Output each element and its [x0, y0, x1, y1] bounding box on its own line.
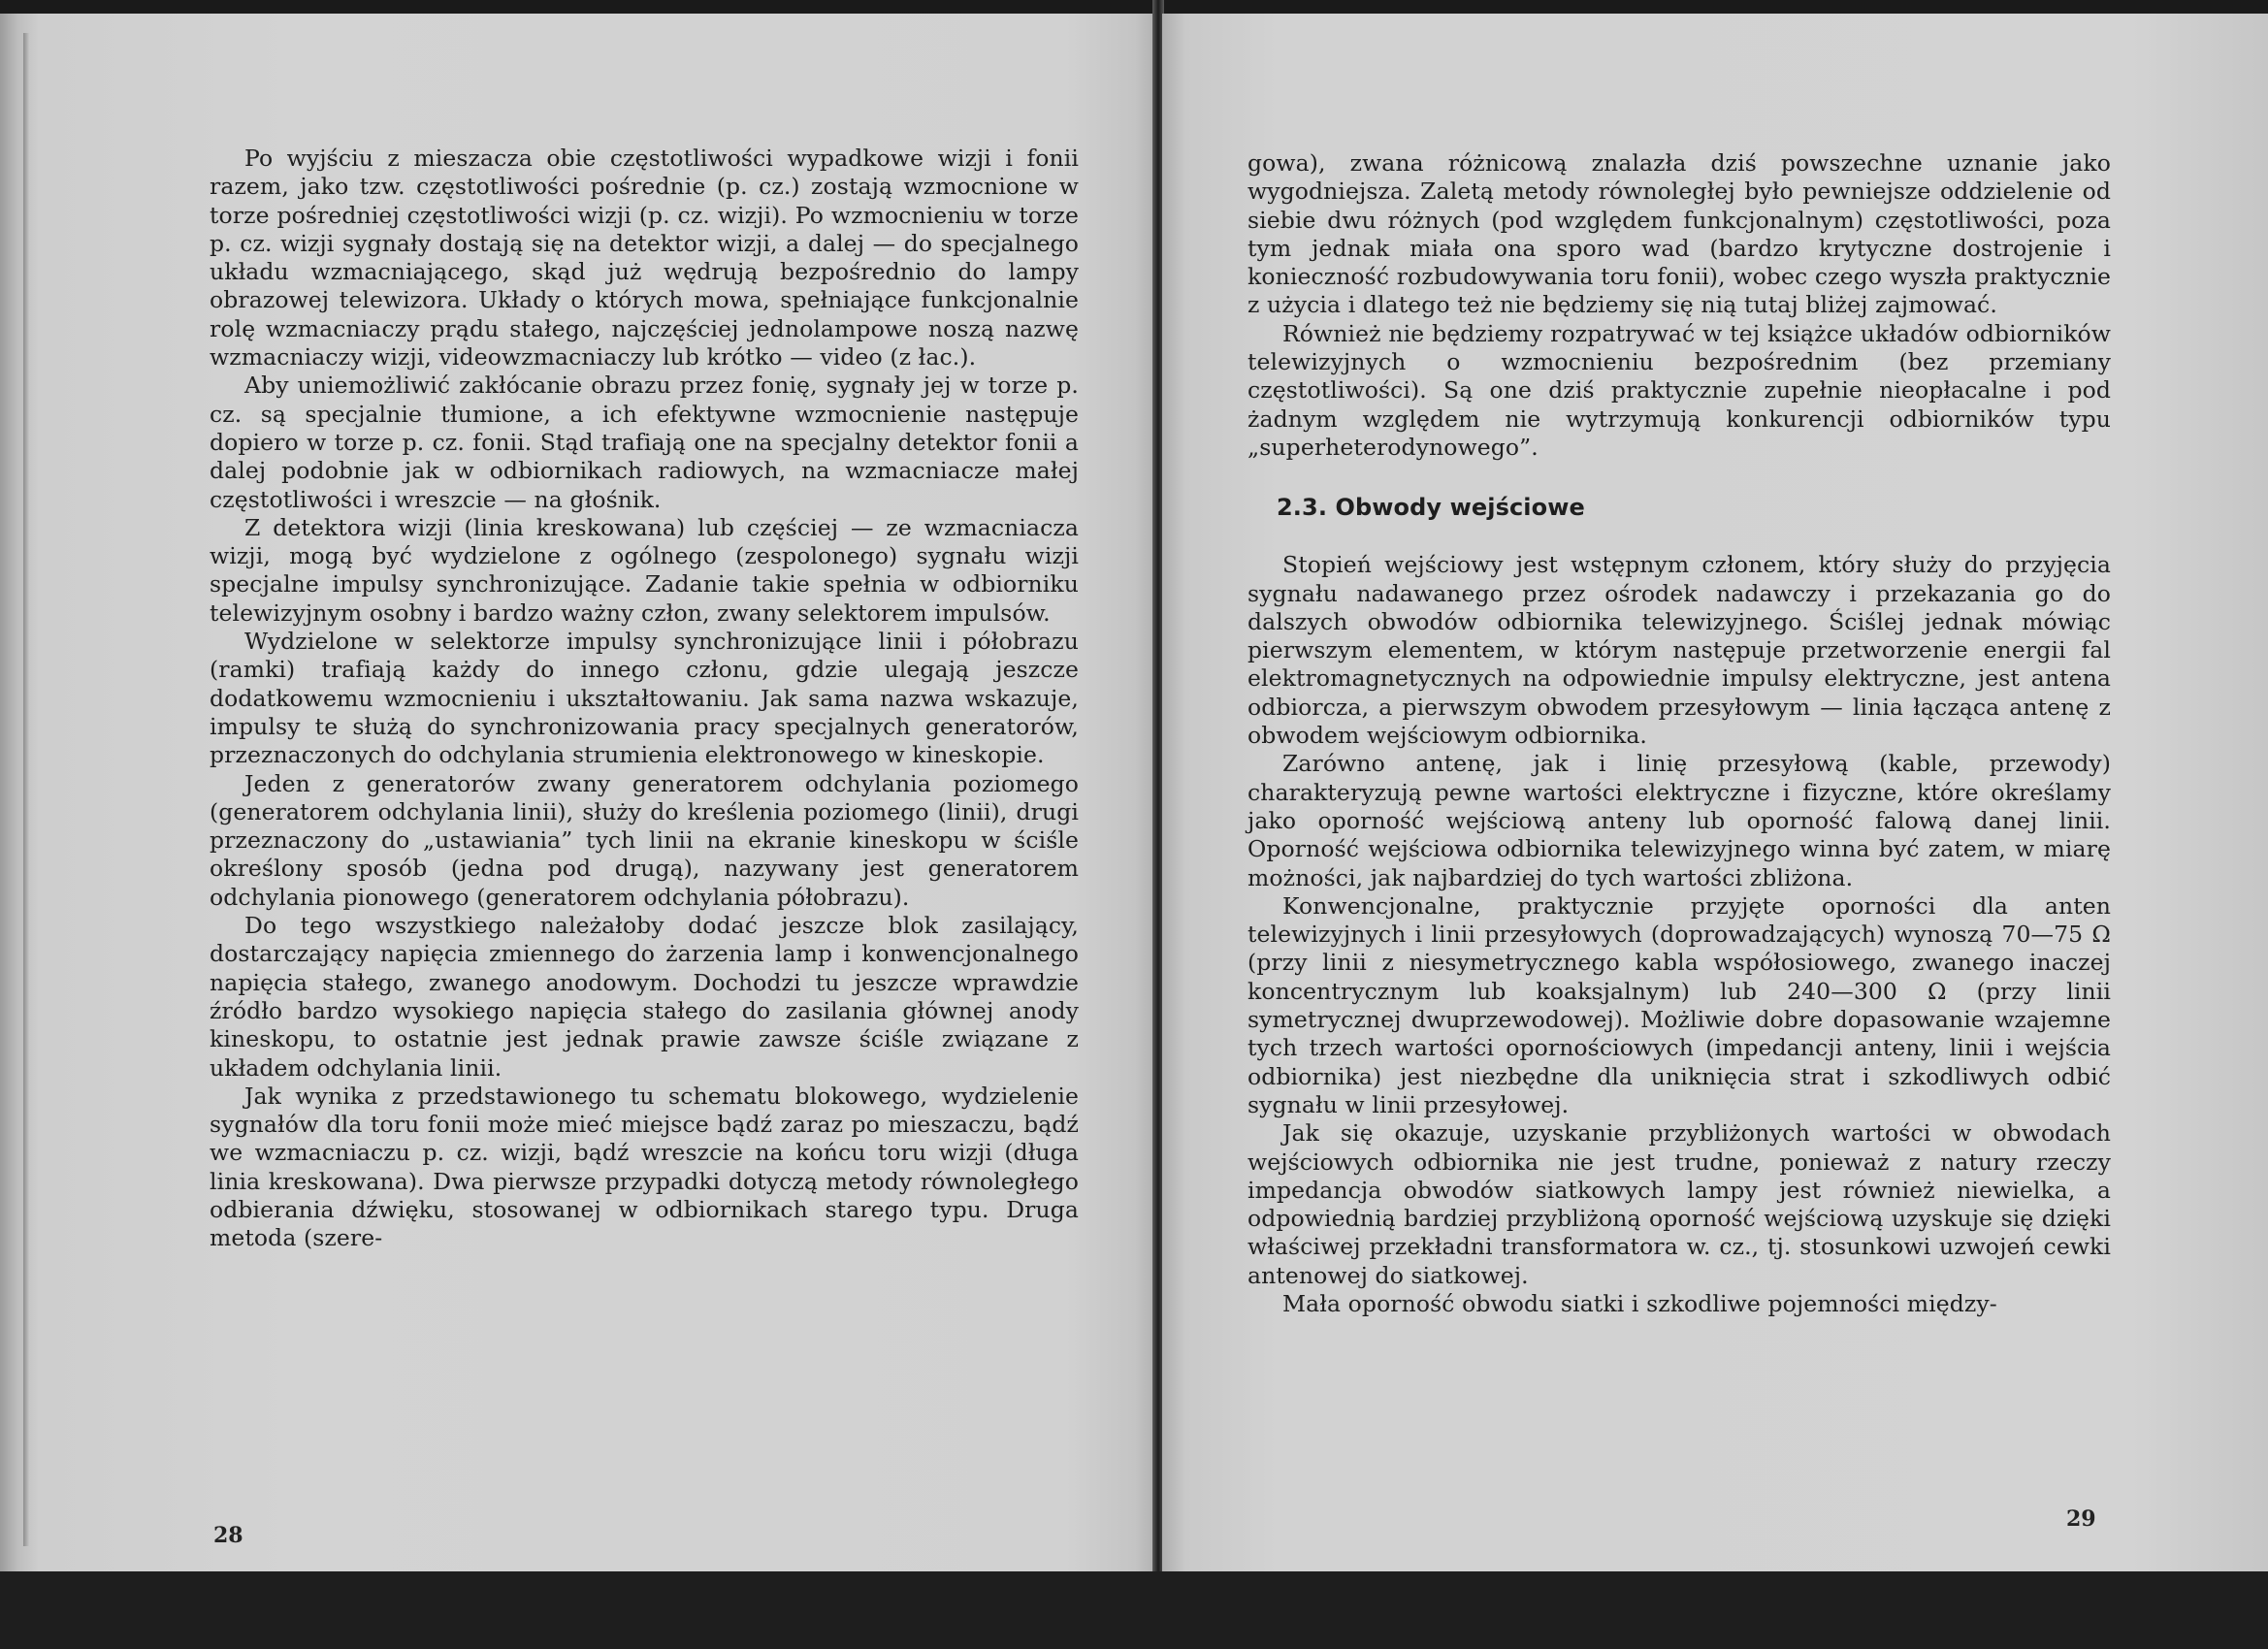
left-page: [0, 14, 1154, 1571]
paragraph: Jeden z generatorów zwany generatorem odchylania poziomego (generatorem odchylania linii), służy do kreślenia poziomego (linii), drugi przeznaczony do „ustawiania” tych linii na ekranie kineskopu w ściśle określony sposób (jedna pod drugą), nazywany jest generatorem odchylania pionowego (generatorem odchylania półobrazu).: [210, 769, 1079, 911]
page-gutter-shadow: [23, 33, 29, 1546]
paragraph: Wydzielone w selektorze impulsy synchronizujące linii i półobrazu (ramki) trafiają każdy do innego członu, gdzie ulegają jeszcze dodatkowemu wzmocnieniu i ukształtowaniu. Jak sama nazwa wskazuje, impulsy te służą do synchronizowania pracy specjalnych generatorów, przeznaczonych do odchylania strumienia elektronowego w kineskopie.: [210, 628, 1079, 769]
paragraph: Mała oporność obwodu siatki i szkodliwe pojemności między-: [1282, 1289, 1997, 1317]
paragraph: Jak wynika z przedstawionego tu schematu blokowego, wydzielenie sygnałów dla toru fonii może mieć miejsce bądź zaraz po mieszaczu, bądź we wzmacniaczu p. cz. wizji, bądź wreszcie na końcu toru wizji (długa linia kreskowana). Dwa pierwsze przypadki dotyczą metody równoległego odbierania dźwięku, stosowanej w odbiornikach starego typu. Druga metoda (szere-: [210, 1082, 1079, 1252]
paragraph: Z detektora wizji (linia kreskowana) lub częściej — ze wzmacniacza wizji, mogą być wydzielone z ogólnego (zespolonego) sygnału wizji specjalne impulsy synchronizujące. Zadanie takie spełnia w odbiorniku telewizyjnym osobny i bardzo ważny człon, zwany selektorem impulsów.: [210, 513, 1079, 627]
page-number-left: 28: [213, 1523, 243, 1548]
left-page-text: [210, 145, 1079, 1253]
right-page: [1162, 14, 2268, 1571]
paragraph: gowa), zwana różnicową znalazła dziś powszechne uznanie jako wygodniejsza. Zaletą metody równoległej było pewniejsze oddzielenie od siebie dwu różnych (pod względem funkcjonalnym) częstotliwości, poza tym jednak miała ona sporo wad (bardzo krytyczne dostrojenie i konieczność rozbudowywania toru fonii), wobec czego wyszła praktycznie z użycia i dlatego też nie będziemy się nią tutaj bliżej zajmować.: [1247, 149, 2111, 319]
paragraph: Po wyjściu z mieszacza obie częstotliwości wypadkowe wizji i fonii razem, jako tzw. częstotliwości pośrednie (p. cz.) zostają wzmocnione w torze pośredniej częstotliwości wizji (p. cz. wizji). Po wzmocnieniu w torze p. cz. wizji sygnały dostają się na detektor wizji, a dalej — do specjalnego układu wzmacniającego, skąd już wędrują bezpośrednio do lampy obrazowej telewizora. Układy o których mowa, spełniające funkcjonalnie rolę wzmacniaczy prądu stałego, najczęściej jednolampowe noszą nazwę wzmacniaczy wizji, videowzmacniaczy lub krótko — video (z łac.).: [210, 145, 1079, 372]
paragraph: Stopień wejściowy jest wstępnym członem, który służy do przyjęcia sygnału nadawanego przez ośrodek nadawczy i przekazania go do dalszych obwodów odbiornika telewizyjnego. Ściślej jednak mówiąc pierwszym elementem, w którym następuje przetworzenie energii fal elektromagnetycznych na odpowiednie impulsy elektryczne, jest antena odbiorcza, a pierwszym obwodem przesyłowym — linia łącząca antenę z obwodem wejściowym odbiornika.: [1247, 551, 2111, 750]
paragraph: Do tego wszystkiego należałoby dodać jeszcze blok zasilający, dostarczający napięcia zmiennego do żarzenia lamp i konwencjonalnego napięcia stałego, zwanego anodowym. Dochodzi tu jeszcze wprawdzie źródło bardzo wysokiego napięcia stałego do zasilania głównej anody kineskopu, to ostatnie jest jednak prawie zawsze ściśle związane z układem odchylania linii.: [210, 912, 1079, 1082]
paragraph: Zarówno antenę, jak i linię przesyłową (kable, przewody) charakteryzują pewne wartości elektryczne i fizyczne, które określamy jako oporność wejściową anteny lub oporność falową danej linii. Oporność wejściowa odbiornika telewizyjnego winna być zatem, w miarę możności, jak najbardziej do tych wartości zbliżona.: [1247, 750, 2111, 891]
page-number-right: 29: [2066, 1506, 2096, 1532]
section-heading: 2.3. Obwody wejściowe: [1277, 494, 1585, 522]
paragraph: Aby uniemożliwić zakłócanie obrazu przez fonię, sygnały jej w torze p. cz. są specjalnie tłumione, a ich efektywne wzmocnienie następuje dopiero w torze p. cz. fonii. Stąd trafiają one na specjalny detektor fonii a dalej podobnie jak w odbiornikach radiowych, na wzmacniacze małej częstotliwości i wreszcie — na głośnik.: [210, 372, 1079, 513]
right-page-text: [1247, 149, 2111, 1318]
scan-bottom-edge: [0, 1571, 2268, 1649]
paragraph: Konwencjonalne, praktycznie przyjęte oporności dla anten telewizyjnych i linii przesyłowych (doprowadzających) wynoszą 70—75 Ω (przy linii z niesymetrycznego kabla współosiowego, zwanego inaczej koncentrycznym lub koaksjalnym) lub 240—300 Ω (przy linii symetrycznej dwuprzewodowej). Możliwie dobre dopasowanie wzajemne tych trzech wartości opornościowych (impedancji anteny, linii i wejścia odbiornika) jest niezbędne dla uniknięcia strat i szkodliwych odbić sygnału w linii przesyłowej.: [1247, 891, 2111, 1118]
paragraph: Również nie będziemy rozpatrywać w tej książce układów odbiorników telewizyjnych o wzmocnieniu bezpośrednim (bez przemiany częstotliwości). Są one dziś praktycznie zupełnie nieopłacalne i pod żadnym względem nie wytrzymują konkurencji odbiorników typu „superheterodynowego”.: [1247, 319, 2111, 461]
paragraph: Jak się okazuje, uzyskanie przybliżonych wartości w obwodach wejściowych odbiornika nie jest trudne, ponieważ z natury rzeczy impedancja obwodów siatkowych lampy jest również niewielka, a odpowiednią bardziej przybliżoną oporność wejściową uzyskuje się dzięki właściwej przekładni transformatora w. cz., tj. stosunkowi uzwojeń cewki antenowej do siatkowej.: [1247, 1119, 2111, 1289]
